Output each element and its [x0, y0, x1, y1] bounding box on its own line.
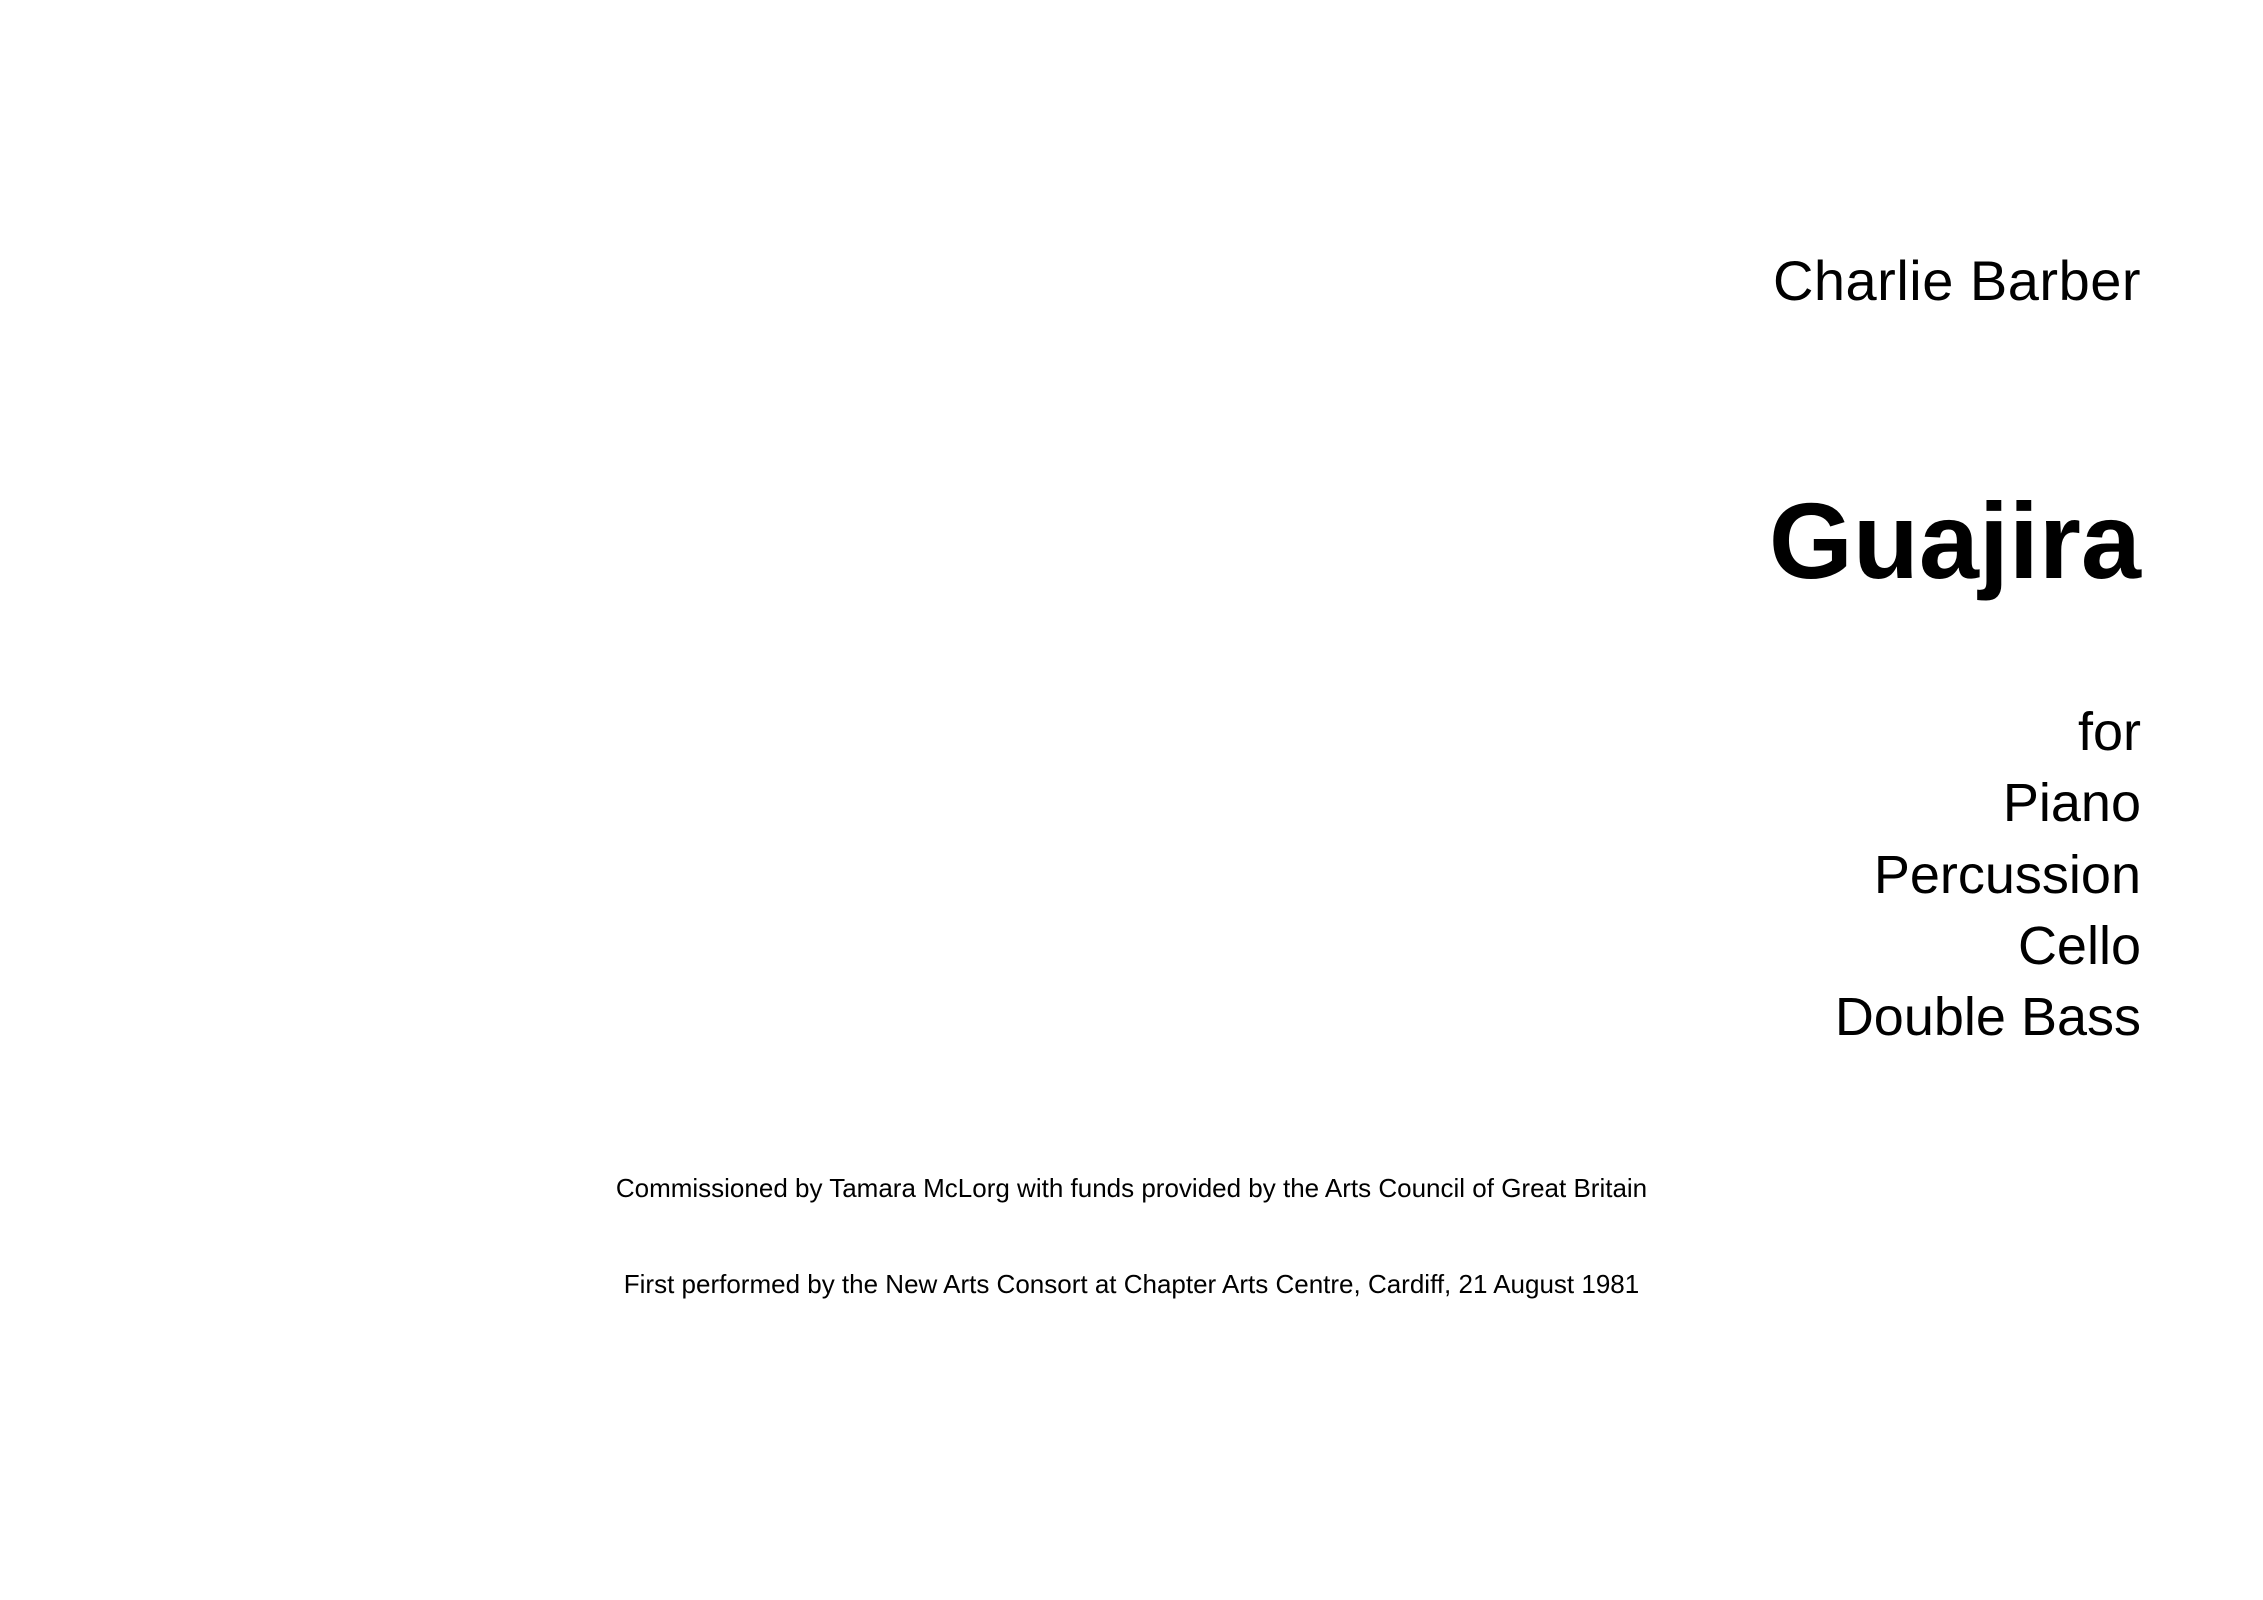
commission-credit: Commissioned by Tamara McLorg with funds provided by the Arts Council of Great Britain	[615, 1173, 1648, 1203]
instrumentation-list	[741, 697, 2141, 1053]
instrument-percussion: Percussion	[1873, 844, 2141, 905]
instrument-piano: Piano	[2002, 773, 2141, 834]
instrument-cello: Cello	[2017, 915, 2141, 976]
title-block	[741, 250, 2141, 1053]
work-title: Guajira	[1768, 479, 2141, 601]
credits-block	[0, 1172, 2263, 1302]
instrumentation-for-label: for	[2077, 701, 2141, 762]
instrument-double-bass: Double Bass	[1834, 987, 2141, 1048]
premiere-credit: First performed by the New Arts Consort at Chapter Arts Centre, Cardiff, 21 August 1981	[623, 1268, 1640, 1299]
composer-name: Charlie Barber	[1772, 249, 2141, 312]
